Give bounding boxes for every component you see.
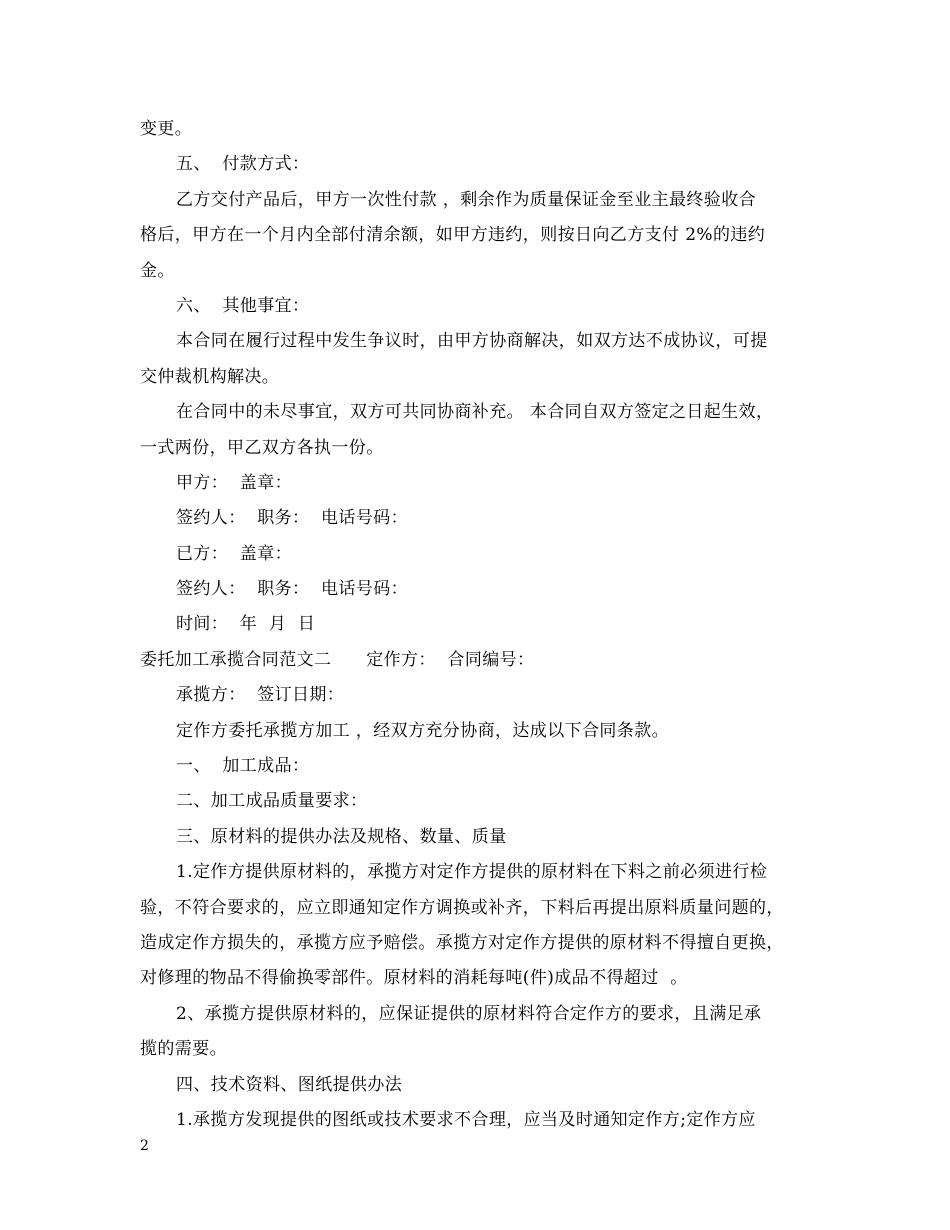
text-line: 对修理的物品不得偷换零部件。原材料的消耗每吨(件)成品不得超过 。	[140, 968, 688, 989]
text-line: 一、 加工成品：	[176, 756, 310, 777]
text-line: 三、原材料的提供办法及规格、数量、质量	[176, 826, 507, 847]
text-line: 1.承揽方发现提供的图纸或技术要求不合理，应当及时通知定作方;定作方应	[176, 1109, 756, 1130]
text-line: 二、加工成品质量要求：	[176, 791, 368, 812]
text-line: 金。	[140, 260, 175, 281]
text-line: 乙方交付产品后，甲方一次性付款 ，剩余作为质量保证金至业主最终验收合	[176, 189, 757, 210]
document-body	[140, 112, 820, 1138]
text-line: 格后，甲方在一个月内全部付清余额，如甲方违约，则按日向乙方支付 2%的违约	[140, 225, 766, 246]
text-line: 甲方： 盖章：	[176, 472, 293, 493]
text-line: 本合同在履行过程中发生争议时，由甲方协商解决，如双方达不成协议，可提	[176, 331, 768, 352]
text-line: 已方： 盖章：	[176, 543, 293, 564]
page-number: 2	[140, 1138, 149, 1154]
text-line: 五、 付款方式：	[176, 154, 310, 175]
text-line: 承揽方： 签订日期：	[176, 685, 345, 706]
text-line: 时间： 年 月 日	[176, 614, 316, 635]
text-line: 交仲裁机构解决。	[140, 366, 280, 387]
text-line: 委托加工承揽合同范文二 定作方： 合同编号：	[140, 649, 535, 670]
text-line: 2、承揽方提供原材料的，应保证提供的原材料符合定作方的要求，且满足承	[176, 1003, 762, 1024]
text-line: 验，不符合要求的，应立即通知定作方调换或补齐，下料后再提出原料质量问题的，	[140, 897, 784, 918]
text-line: 签约人： 职务： 电话号码：	[176, 508, 409, 529]
text-line: 变更。	[140, 119, 193, 139]
text-line: 签约人： 职务： 电话号码：	[176, 579, 409, 600]
text-line: 1.定作方提供原材料的，承揽方对定作方提供的原材料在下料之前必须进行检	[176, 862, 768, 883]
text-line: 一式两份，甲乙双方各执一份。	[140, 437, 384, 458]
text-line: 六、 其他事宜：	[176, 295, 310, 316]
text-line: 四、技术资料、图纸提供办法	[176, 1074, 403, 1095]
text-line: 在合同中的未尽事宜，双方可共同协商补充。 本合同自双方签定之日起生效，	[176, 402, 774, 423]
text-line: 定作方委托承揽方加工 ，经双方充分协商，达成以下合同条款。	[176, 720, 670, 741]
text-line: 揽的需要。	[140, 1039, 227, 1060]
text-line: 造成定作方损失的，承揽方应予赔偿。承揽方对定作方提供的原材料不得擅自更换，	[140, 932, 784, 953]
